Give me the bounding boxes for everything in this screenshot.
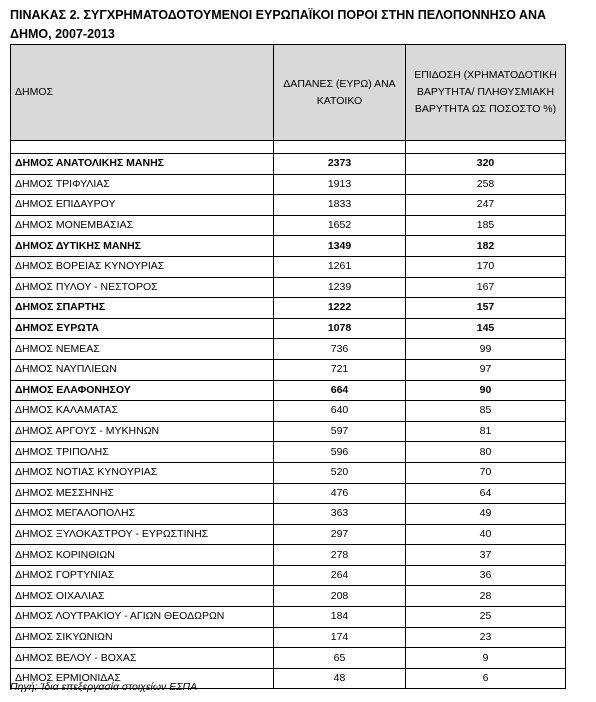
spending-cell: 1652 [274, 215, 406, 236]
performance-cell: 145 [406, 318, 566, 339]
spending-cell: 1913 [274, 174, 406, 195]
spending-cell: 520 [274, 462, 406, 483]
municipality-cell: ΔΗΜΟΣ ΞΥΛΟΚΑΣΤΡΟΥ - ΕΥΡΩΣΤΙΝΗΣ [11, 524, 274, 545]
performance-cell: 90 [406, 380, 566, 401]
municipality-cell: ΔΗΜΟΣ ΑΡΓΟΥΣ - ΜΥΚΗΝΩΝ [11, 421, 274, 442]
spending-cell: 1833 [274, 195, 406, 216]
performance-cell: 182 [406, 236, 566, 257]
municipality-cell: ΔΗΜΟΣ ΑΝΑΤΟΛΙΚΗΣ ΜΑΝΗΣ [11, 154, 274, 175]
municipality-cell: ΔΗΜΟΣ ΤΡΙΦΥΛΙΑΣ [11, 174, 274, 195]
spending-cell: 664 [274, 380, 406, 401]
table-row [11, 215, 566, 236]
performance-cell: 97 [406, 359, 566, 380]
performance-cell: 185 [406, 215, 566, 236]
municipality-cell: ΔΗΜΟΣ ΝΑΥΠΛΙΕΩΝ [11, 359, 274, 380]
performance-cell: 36 [406, 565, 566, 586]
spending-cell: 184 [274, 607, 406, 628]
spending-cell: 640 [274, 401, 406, 422]
spending-cell: 297 [274, 524, 406, 545]
municipality-cell: ΔΗΜΟΣ ΣΙΚΥΩΝΙΩΝ [11, 627, 274, 648]
header-performance: ΕΠΙΔΟΣΗ (ΧΡΗΜΑΤΟΔΟΤΙΚΗ ΒΑΡΥΤΗΤΑ/ ΠΛΗΘΥΣΜΙΑΚΗ ΒΑΡΥΤΗΤΑ ΩΣ ΠΟΣΟΣΤΟ %) [406, 45, 566, 141]
table-row [11, 236, 566, 257]
performance-cell: 85 [406, 401, 566, 422]
table-row [11, 648, 566, 669]
table-body [11, 141, 566, 689]
table-row [11, 174, 566, 195]
spending-cell: 65 [274, 648, 406, 669]
table-row [11, 380, 566, 401]
municipality-cell: ΔΗΜΟΣ ΒΟΡΕΙΑΣ ΚΥΝΟΥΡΙΑΣ [11, 256, 274, 277]
table-row [11, 277, 566, 298]
municipality-cell: ΔΗΜΟΣ ΔΥΤΙΚΗΣ ΜΑΝΗΣ [11, 236, 274, 257]
spending-cell: 1078 [274, 318, 406, 339]
municipality-cell: ΔΗΜΟΣ ΜΟΝΕΜΒΑΣΙΑΣ [11, 215, 274, 236]
table-row [11, 586, 566, 607]
spending-cell: 476 [274, 483, 406, 504]
table-row [11, 462, 566, 483]
spending-cell: 1349 [274, 236, 406, 257]
table-row [11, 154, 566, 175]
table-row [11, 565, 566, 586]
spending-cell: 597 [274, 421, 406, 442]
spending-cell: 174 [274, 627, 406, 648]
spending-cell: 1222 [274, 298, 406, 319]
municipality-cell: ΔΗΜΟΣ ΜΕΣΣΗΝΗΣ [11, 483, 274, 504]
municipality-cell: ΔΗΜΟΣ ΠΥΛΟΥ - ΝΕΣΤΟΡΟΣ [11, 277, 274, 298]
table-row [11, 339, 566, 360]
spending-cell: 278 [274, 545, 406, 566]
table-row [11, 483, 566, 504]
municipality-cell: ΔΗΜΟΣ ΚΟΡΙΝΘΙΩΝ [11, 545, 274, 566]
spacer-row [11, 141, 566, 154]
spending-cell: 2373 [274, 154, 406, 175]
performance-cell: 99 [406, 339, 566, 360]
spending-cell: 363 [274, 504, 406, 525]
municipality-cell: ΔΗΜΟΣ ΒΕΛΟΥ - ΒΟΧΑΣ [11, 648, 274, 669]
municipality-cell: ΔΗΜΟΣ ΓΟΡΤΥΝΙΑΣ [11, 565, 274, 586]
table-title: ΠΙΝΑΚΑΣ 2. ΣΥΓΧΡΗΜΑΤΟΔΟΤΟΥΜΕΝΟΙ ΕΥΡΩΠΑΪΚΟΙ ΠΟΡΟΙ ΣΤΗΝ ΠΕΛΟΠΟΝΝΗΣΟ ΑΝΑ ΔΗΜΟ, 2007-2013 [10, 8, 547, 41]
table-row [11, 545, 566, 566]
header-spending: ΔΑΠΑΝΕΣ (ΕΥΡΩ) ΑΝΑ ΚΑΤΟΙΚΟ [274, 45, 406, 141]
municipality-cell: ΔΗΜΟΣ ΚΑΛΑΜΑΤΑΣ [11, 401, 274, 422]
performance-cell: 23 [406, 627, 566, 648]
municipality-cell: ΔΗΜΟΣ ΕΠΙΔΑΥΡΟΥ [11, 195, 274, 216]
municipality-cell: ΔΗΜΟΣ ΜΕΓΑΛΟΠΟΛΗΣ [11, 504, 274, 525]
spending-cell: 48 [274, 668, 406, 689]
municipality-cell: ΔΗΜΟΣ ΛΟΥΤΡΑΚΙΟΥ - ΑΓΙΩΝ ΘΕΟΔΩΡΩΝ [11, 607, 274, 628]
table-row [11, 298, 566, 319]
performance-cell: 80 [406, 442, 566, 463]
spending-cell: 264 [274, 565, 406, 586]
municipality-cell: ΔΗΜΟΣ ΣΠΑΡΤΗΣ [11, 298, 274, 319]
performance-cell: 170 [406, 256, 566, 277]
performance-cell: 49 [406, 504, 566, 525]
municipality-cell: ΔΗΜΟΣ ΕΥΡΩΤΑ [11, 318, 274, 339]
table-row [11, 421, 566, 442]
table-row [11, 524, 566, 545]
table-row [11, 401, 566, 422]
performance-cell: 9 [406, 648, 566, 669]
table-row [11, 504, 566, 525]
table-row [11, 318, 566, 339]
source-note: Πηγή: Ίδια επεξεργασία στοιχείων ΕΣΠΑ [10, 681, 198, 693]
spending-cell: 596 [274, 442, 406, 463]
municipality-cell: ΔΗΜΟΣ ΤΡΙΠΟΛΗΣ [11, 442, 274, 463]
performance-cell: 64 [406, 483, 566, 504]
performance-cell: 6 [406, 668, 566, 689]
municipality-cell: ΔΗΜΟΣ ΝΟΤΙΑΣ ΚΥΝΟΥΡΙΑΣ [11, 462, 274, 483]
table-row [11, 442, 566, 463]
header-municipality: ΔΗΜΟΣ [11, 45, 274, 141]
municipality-cell: ΔΗΜΟΣ ΟΙΧΑΛΙΑΣ [11, 586, 274, 607]
data-table [10, 44, 566, 689]
performance-cell: 320 [406, 154, 566, 175]
header-row [11, 45, 566, 141]
performance-cell: 40 [406, 524, 566, 545]
performance-cell: 28 [406, 586, 566, 607]
spending-cell: 721 [274, 359, 406, 380]
performance-cell: 258 [406, 174, 566, 195]
table-row [11, 359, 566, 380]
performance-cell: 167 [406, 277, 566, 298]
municipality-cell: ΔΗΜΟΣ ΕΡΜΙΟΝΙΔΑΣ [11, 668, 274, 689]
spending-cell: 736 [274, 339, 406, 360]
spending-cell: 208 [274, 586, 406, 607]
performance-cell: 70 [406, 462, 566, 483]
table-row [11, 627, 566, 648]
performance-cell: 37 [406, 545, 566, 566]
performance-cell: 247 [406, 195, 566, 216]
municipality-cell: ΔΗΜΟΣ ΕΛΑΦΟΝΗΣΟΥ [11, 380, 274, 401]
performance-cell: 157 [406, 298, 566, 319]
municipality-cell: ΔΗΜΟΣ ΝΕΜΕΑΣ [11, 339, 274, 360]
performance-cell: 25 [406, 607, 566, 628]
table-row [11, 607, 566, 628]
spending-cell: 1261 [274, 256, 406, 277]
performance-cell: 81 [406, 421, 566, 442]
table-row [11, 195, 566, 216]
spending-cell: 1239 [274, 277, 406, 298]
table-row [11, 256, 566, 277]
